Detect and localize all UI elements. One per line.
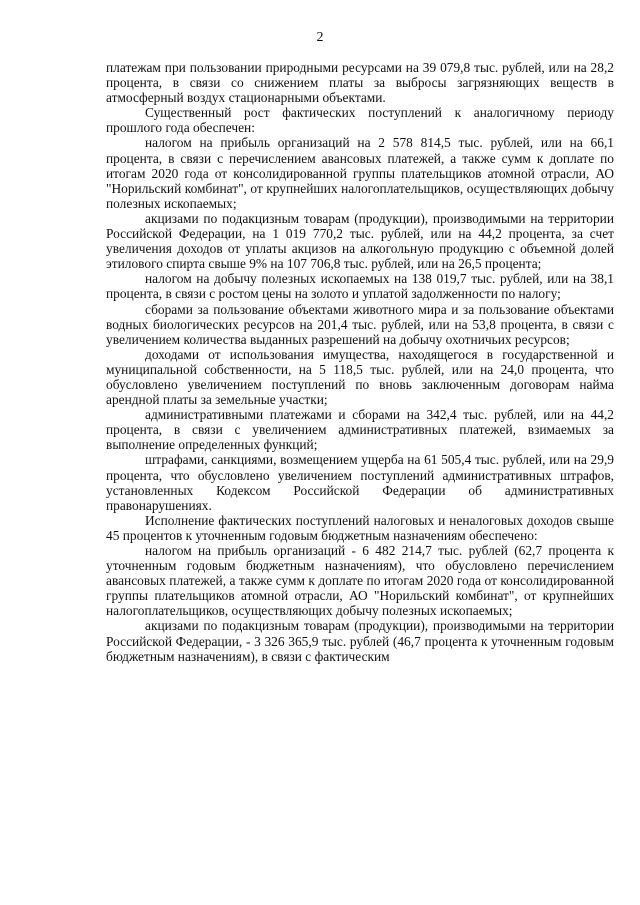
paragraph-execution-intro: Исполнение фактических поступлений налоговых и неналоговых доходов свыше 45 процентов к уточненным годовым бюджетным назначениям обеспечено: — [106, 512, 614, 543]
paragraph-profit-tax: налогом на прибыль организаций на 2 578 814,5 тыс. рублей, или на 66,1 процента, в связи с перечислением авансовых платежей, а также сумм к доплате по итогам 2020 года от консолидированной группы плательщиков атомной отрасли, АО "Норильский комбинат", от крупнейших налогоплательщиков, осуществляющих добычу полезных ископаемых; — [106, 135, 614, 211]
paragraph-continuation: платежам при пользовании природными ресурсами на 39 079,8 тыс. рублей, или на 28,2 процента, в связи со снижением платы за выбросы загрязняющих веществ в атмосферный воздух стационарными объектами. — [106, 60, 614, 106]
document-body — [106, 60, 614, 664]
paragraph-admin-fees: административными платежами и сборами на 342,4 тыс. рублей, или на 44,2 процента, в связи с увеличением административных платежей, взимаемых за выполнение определенных функций; — [106, 407, 614, 453]
paragraph-fines: штрафами, санкциями, возмещением ущерба на 61 505,4 тыс. рублей, или на 29,9 процента, что обусловлено увеличением поступлений административных штрафов, установленных Кодексом Российской Федерации об административных правонарушениях. — [106, 452, 614, 513]
paragraph-execution-excise: акцизами по подакцизным товарам (продукции), производимыми на территории Российской Федерации, - 3 326 365,9 тыс. рублей (46,7 процента к уточненным годовым бюджетным назначениям), в связи с фактическим — [106, 618, 614, 664]
paragraph-execution-profit-tax: налогом на прибыль организаций - 6 482 214,7 тыс. рублей (62,7 процента к уточненным годовым бюджетным назначениям), что обусловлено перечислением авансовых платежей, а также сумм к доплате по итогам 2020 года от консолидированной группы плательщиков атомной отрасли, АО "Норильский комбинат", от крупнейших налогоплательщиков, осуществляющих добычу полезных ископаемых; — [106, 543, 614, 619]
paragraph-wildlife-fees: сборами за пользование объектами животного мира и за пользование объектами водных биологических ресурсов на 201,4 тыс. рублей, или на 53,8 процента, в связи с увеличением количества выданных разрешений на добычу охотничьих ресурсов; — [106, 301, 614, 347]
paragraph-mining-tax: налогом на добычу полезных ископаемых на 138 019,7 тыс. рублей, или на 38,1 процента, в связи с ростом цены на золото и уплатой задолженности по налогу; — [106, 271, 614, 302]
paragraph-excise: акцизами по подакцизным товарам (продукции), производимыми на территории Российской Федерации, на 1 019 770,2 тыс. рублей, или на 44,2 процента, за счет увеличения доходов от уплаты акцизов на алкогольную продукцию с объемной долей этилового спирта свыше 9% на 107 706,8 тыс. рублей, или на 26,5 процента; — [106, 210, 614, 272]
paragraph-growth-intro: Существенный рост фактических поступлений к аналогичному периоду прошлого года обеспечен: — [106, 105, 614, 136]
paragraph-property-income: доходами от использования имущества, находящегося в государственной и муниципальной собственности, на 5 118,5 тыс. рублей, или на 24,0 процента, что обусловлено увеличением поступлений по вновь заключенным договорам найма арендной платы за земельные участки; — [106, 346, 614, 408]
page-number: 2 — [316, 30, 324, 45]
